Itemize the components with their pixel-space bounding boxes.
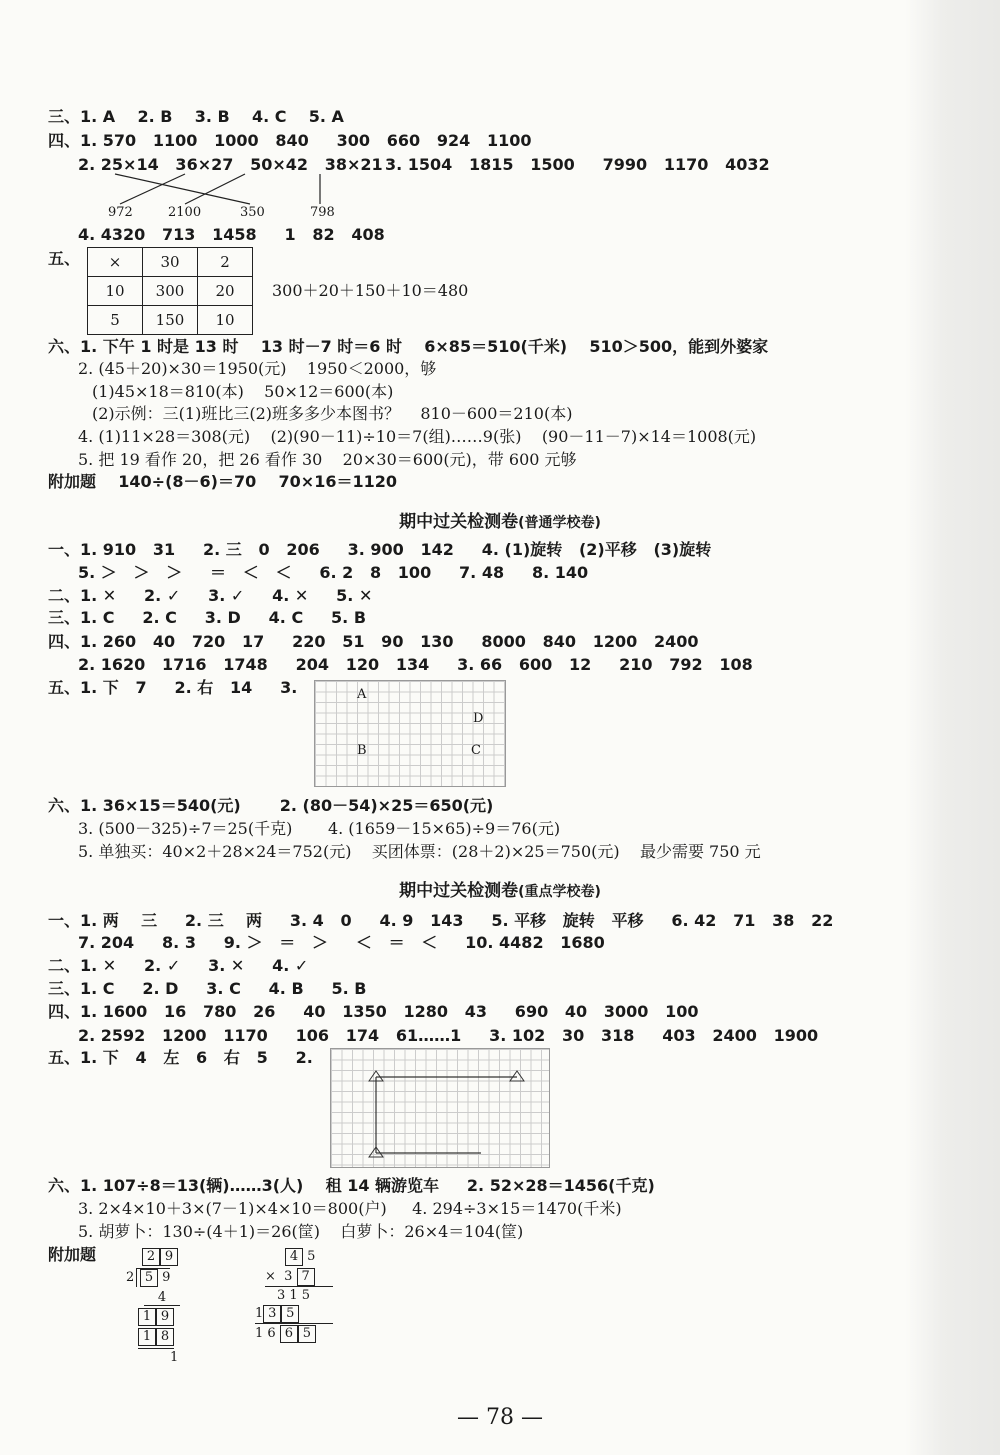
b-section-6-line3: 5. 单独买：40×2＋28×24＝752(元) 买团体票：(28＋2)×25＝750(元) 最少需要 750 元: [78, 842, 761, 861]
b-section-3: 三、1. C 2. C 3. D 4. C 5. B: [48, 608, 367, 627]
b-section-6-line1: 六、1. 36×15＝540(元) 2. (80－54)×25＝650(元): [48, 796, 494, 815]
match-result-2: 2100: [168, 205, 202, 220]
answers-section-6-q4: 4. (1)11×28＝308(元) (2)(90－11)÷10＝7(组)……9(张) (90－11－7)×14＝1008(元): [78, 427, 757, 446]
b-section-4-q2: 2. 1620 1716 1748 204 120 134 3. 66 600 12 210 792 108: [78, 655, 753, 674]
page-edge-shadow: [905, 0, 1000, 1455]
b-section-1-line1: 一、1. 910 31 2. 三 0 206 3. 900 142 4. (1)旋转 (2)平移 (3)旋转: [48, 540, 712, 559]
answers-section-6-q3a: (1)45×18＝810(本) 50×12＝600(本): [92, 382, 394, 401]
b-section-4-q1: 四、1. 260 40 720 17 220 51 90 130 8000 840 1200 2400: [48, 632, 699, 651]
long-division-puzzle: 2 9 2 5 9 4 1 9 1 8 1: [126, 1249, 179, 1365]
c-section-1-line2: 7. 204 8. 3 9. ＞ ＝ ＞ ＜ ＝ ＜ 10. 4482 1680: [78, 933, 605, 952]
answers-section-3: 三、1. A 2. B 3. B 4. C 5. A: [48, 107, 344, 126]
b-section-1-line2: 5. ＞ ＞ ＞ ＝ ＜ ＜ 6. 2 8 100 7. 48 8. 140: [78, 563, 589, 582]
section-title-key: 期中过关检测卷(重点学校卷): [399, 881, 601, 901]
answers-section-6-q2: 2. (45＋20)×30＝1950(元) 1950＜2000，够: [78, 359, 437, 378]
matching-lines: [100, 172, 340, 212]
answers-section-4-q2: 2. 25×14 36×27 50×42 38×21: [78, 155, 383, 174]
c-bonus-label: 附加题: [48, 1245, 97, 1264]
b-section-6-line2: 3. (500－325)÷7＝25(千克) 4. (1659－15×65)÷9＝76(元): [78, 819, 561, 838]
match-result-1: 972: [108, 205, 133, 220]
match-result-3: 350: [240, 205, 265, 220]
multiplication-puzzle: 4 5 × 3 7 3 1 5 1 3 5 1 6 6 5: [255, 1248, 345, 1343]
translation-grid-1: A D B C: [314, 680, 506, 787]
answers-section-6-q1: 六、1. 下午 1 时是 13 时 13 时－7 时＝6 时 6×85＝510(千米) 510＞500，能到外婆家: [48, 337, 769, 356]
c-section-4-q2: 2. 2592 1200 1170 106 174 61……1 3. 102 30 318 403 2400 1900: [78, 1026, 819, 1045]
b-section-5: 五、1. 下 7 2. 右 14 3.: [48, 678, 298, 697]
watermark-logo: [850, 1395, 990, 1450]
c-section-4-q1: 四、1. 1600 16 780 26 40 1350 1280 43 690 40 3000 100: [48, 1002, 699, 1021]
c-section-6-line2: 3. 2×4×10＋3×(7－1)×4×10＝800(户) 4. 294÷3×15＝1470(千米): [78, 1199, 622, 1218]
answers-section-6-q3b: (2)示例：三(1)班比三(2)班多多少本图书？ 810－600＝210(本): [92, 404, 573, 423]
c-section-3: 三、1. C 2. D 3. C 4. B 5. B: [48, 979, 367, 998]
answers-section-4-q3: 3. 1504 1815 1500 7990 1170 4032: [385, 155, 770, 174]
c-section-6-line3: 5. 胡萝卜：130÷(4＋1)＝26(筐) 白萝卜：26×4＝104(筐): [78, 1222, 524, 1241]
c-section-5: 五、1. 下 4 左 6 右 5 2.: [48, 1048, 313, 1067]
page-number: — 78 —: [457, 1405, 543, 1430]
answers-section-4-q1: 四、1. 570 1100 1000 840 300 660 924 1100: [48, 131, 532, 150]
bonus-answer: 附加题 140÷(8－6)＝70 70×16＝1120: [48, 472, 397, 491]
match-result-4: 798: [310, 205, 335, 220]
section-title-ordinary: 期中过关检测卷(普通学校卷): [399, 512, 601, 532]
answers-section-6-q5: 5. 把 19 看作 20，把 26 看作 30 20×30＝600(元)，带 600 元够: [78, 450, 577, 469]
section-5-label: 五、: [48, 249, 81, 268]
c-section-2: 二、1. ✕ 2. ✓ 3. ✕ 4. ✓: [48, 956, 309, 975]
multiplication-table: × 30 2 10 300 20 5 150 10: [87, 247, 253, 335]
c-section-1-line1: 一、1. 两 三 2. 三 两 3. 4 0 4. 9 143 5. 平移 旋转 平移 6. 42 71 38 22: [48, 911, 834, 930]
answers-section-4-q4: 4. 4320 713 1458 1 82 408: [78, 225, 385, 244]
translation-grid-2: [330, 1048, 550, 1168]
c-section-6-line1: 六、1. 107÷8＝13(辆)……3(人) 租 14 辆游览车 2. 52×28＝1456(千克): [48, 1176, 655, 1195]
b-section-2: 二、1. ✕ 2. ✓ 3. ✓ 4. ✕ 5. ✕: [48, 586, 373, 605]
section-5-expression: 300＋20＋150＋10＝480: [272, 281, 469, 300]
